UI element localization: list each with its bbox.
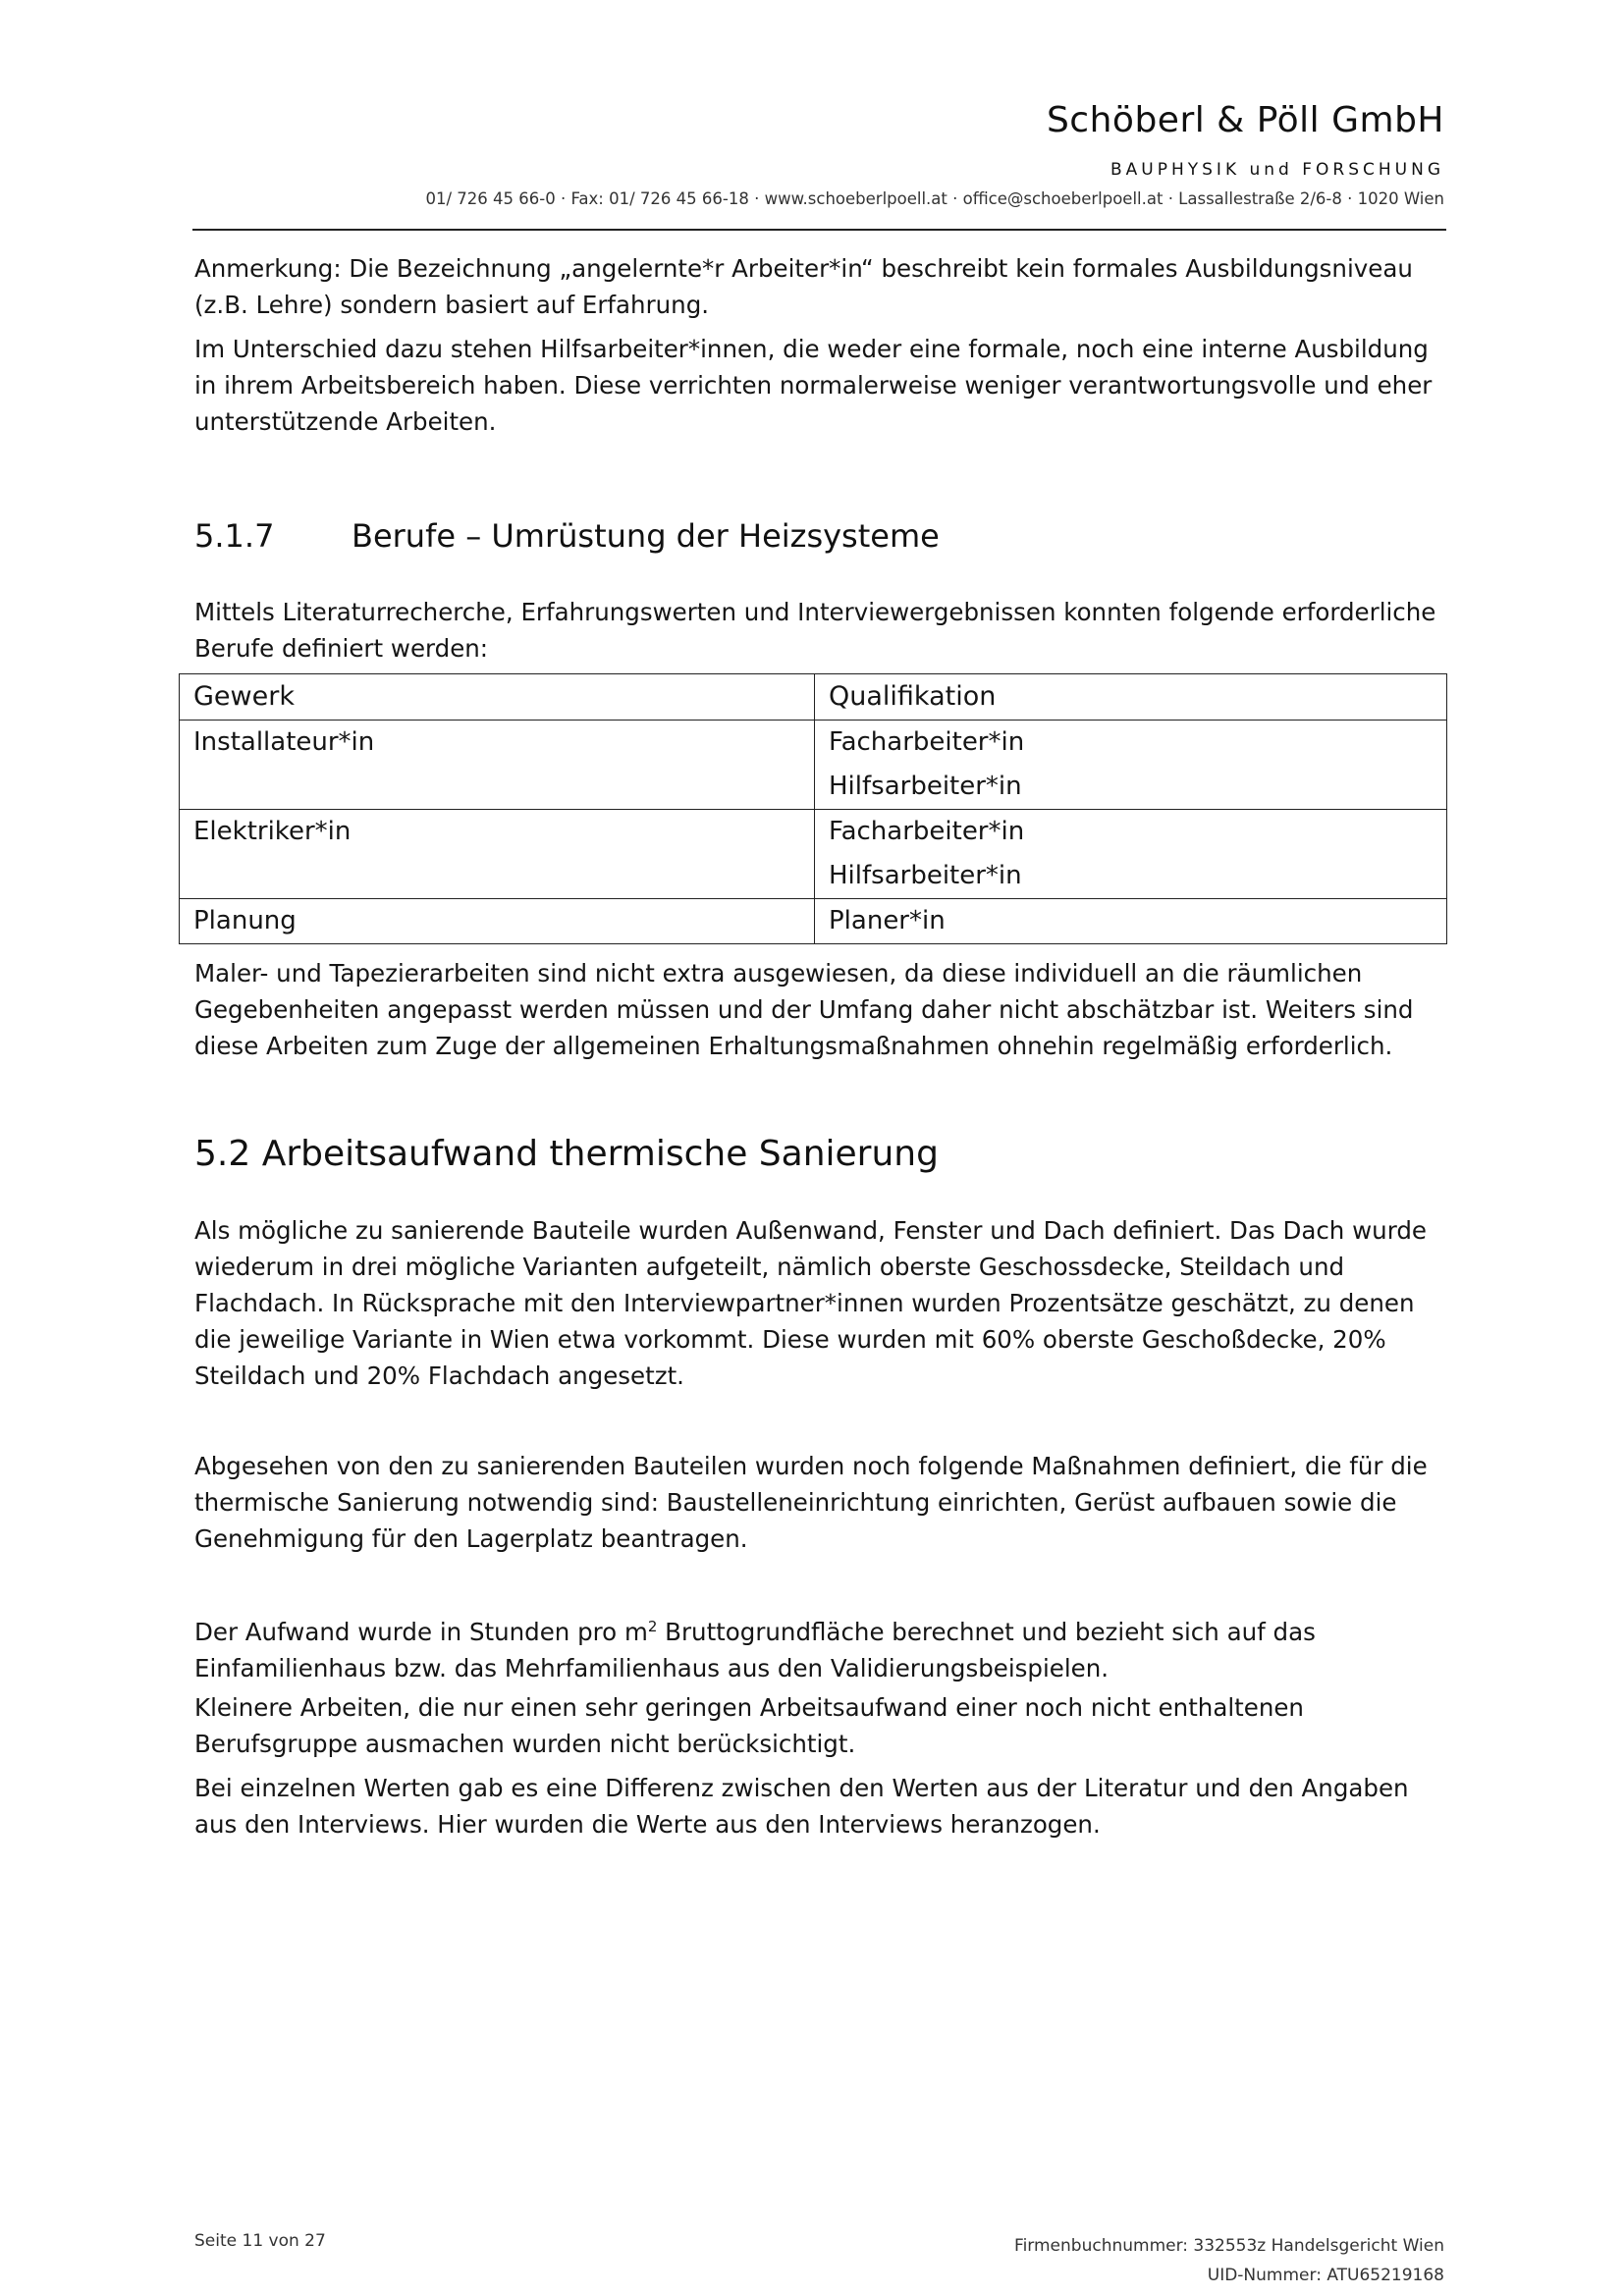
table-cell	[180, 765, 815, 810]
section-52-paragraph-5	[194, 1770, 1446, 1842]
section-52-paragraph-3	[194, 1609, 1446, 1686]
header-divider	[192, 229, 1446, 231]
table-cell	[180, 854, 815, 899]
table-cell: Elektriker*in	[180, 810, 815, 855]
page-number: Seite 11 von 27	[194, 2231, 326, 2251]
section-52-paragraph-1	[194, 1212, 1446, 1394]
intro-difference	[194, 331, 1446, 440]
table-row	[180, 765, 1447, 810]
footer-legal	[1014, 2231, 1444, 2290]
table-cell: Facharbeiter*in	[815, 721, 1447, 766]
table-cell: Installateur*in	[180, 721, 815, 766]
table-header-cell: Gewerk	[180, 674, 815, 721]
section-52-paragraph-2	[194, 1448, 1446, 1557]
section-heading-517	[194, 517, 940, 555]
superscript: 2	[647, 1618, 658, 1635]
paragraph: Als mögliche zu sanierende Bauteile wurden Außenwand, Fenster und Dach definiert. Das Dach wurde wiederum in drei mögliche Varianten aufgeteilt, nämlich oberste Geschossdecke, Steildach und Flachdach. In Rücksprache mit den Interviewpartner*innen wurden Prozentsätze geschätzt, zu denen die jeweilige Variante in Wien etwa vorkommt. Diese wurden mit 60% oberste Geschoßdecke, 20% Steildach und 20% Flachdach angesetzt.	[194, 1216, 1427, 1390]
section-52-paragraph-4	[194, 1689, 1446, 1762]
paragraph: Kleinere Arbeiten, die nur einen sehr geringen Arbeitsaufwand einer noch nicht enthaltenen Berufsgruppe ausmachen wurden nicht berücksichtigt.	[194, 1693, 1304, 1758]
table-header-cell: Qualifikation	[815, 674, 1447, 721]
table-cell: Hilfsarbeiter*in	[815, 854, 1447, 899]
table-cell: Facharbeiter*in	[815, 810, 1447, 855]
paragraph: Abgesehen von den zu sanierenden Bauteilen wurden noch folgende Maßnahmen definiert, die für die thermische Sanierung notwendig sind: Baustelleneinrichtung einrichten, Gerüst aufbauen sowie die Genehmigung für den Lagerplatz beantragen.	[194, 1452, 1428, 1553]
intro-paragraph-1: Anmerkung: Die Bezeichnung „angelernte*r Arbeiter*in“ beschreibt kein formales Ausbildungsniveau (z.B. Lehre) sondern basiert auf Erfahrung.	[194, 254, 1413, 319]
lead-paragraph: Mittels Literaturrecherche, Erfahrungswerten und Interviewergebnissen konnten folgende erforderliche Berufe definiert werden:	[194, 598, 1436, 663]
contact-line: 01/ 726 45 66-0 · Fax: 01/ 726 45 66-18 · www.schoeberlpoell.at · office@schoeberlpoell.at · Lassallestraße 2/6-8 · 1020 Wien	[425, 189, 1444, 208]
intro-note	[194, 250, 1446, 323]
section-title: Berufe – Umrüstung der Heizsysteme	[352, 517, 940, 555]
table-row	[180, 854, 1447, 899]
company-subtitle: BAUPHYSIK und FORSCHUNG	[1110, 160, 1444, 180]
section-heading-52: 5.2 Arbeitsaufwand thermische Sanierung	[194, 1134, 939, 1174]
section-517-after	[194, 955, 1446, 1064]
table-row	[180, 810, 1447, 855]
table-cell: Hilfsarbeiter*in	[815, 765, 1447, 810]
text-run: Der Aufwand wurde in Stunden pro m	[194, 1618, 648, 1647]
company-register: Firmenbuchnummer: 332553z Handelsgericht Wien	[1014, 2236, 1444, 2256]
intro-paragraph-2: Im Unterschied dazu stehen Hilfsarbeiter*innen, die weder eine formale, noch eine interne Ausbildung in ihrem Arbeitsbereich haben. Diese verrichten normalerweise weniger verantwortungsvolle und eher unterstützende Arbeiten.	[194, 335, 1433, 436]
table-row	[180, 899, 1447, 944]
table-cell: Planung	[180, 899, 815, 944]
table-cell: Planer*in	[815, 899, 1447, 944]
section-number: 5.1.7	[194, 517, 275, 555]
paragraph	[194, 1609, 1446, 1686]
table-header-row	[180, 674, 1447, 721]
paragraph: Bei einzelnen Werten gab es eine Differenz zwischen den Werten aus der Literatur und den Angaben aus den Interviews. Hier wurden die Werte aus den Interviews heranzogen.	[194, 1774, 1409, 1839]
uid-number: UID-Nummer: ATU65219168	[1207, 2266, 1444, 2285]
table-row	[180, 721, 1447, 766]
after-table-paragraph: Maler- und Tapezierarbeiten sind nicht extra ausgewiesen, da diese individuell an die räumlichen Gegebenheiten angepasst werden müssen und der Umfang daher nicht abschätzbar ist. Weiters sind diese Arbeiten zum Zuge der allgemeinen Erhaltungsmaßnahmen ohnehin regelmäßig erforderlich.	[194, 959, 1414, 1060]
section-517-lead	[194, 594, 1446, 667]
professions-table	[179, 673, 1447, 944]
company-name: Schöberl & Pöll GmbH	[1046, 100, 1444, 140]
text-run: Bruttogrundfläche berechnet und bezieht sich auf das Einfamilienhaus bzw. das Mehrfamilienhaus aus den Validierungsbeispielen.	[194, 1618, 1316, 1683]
